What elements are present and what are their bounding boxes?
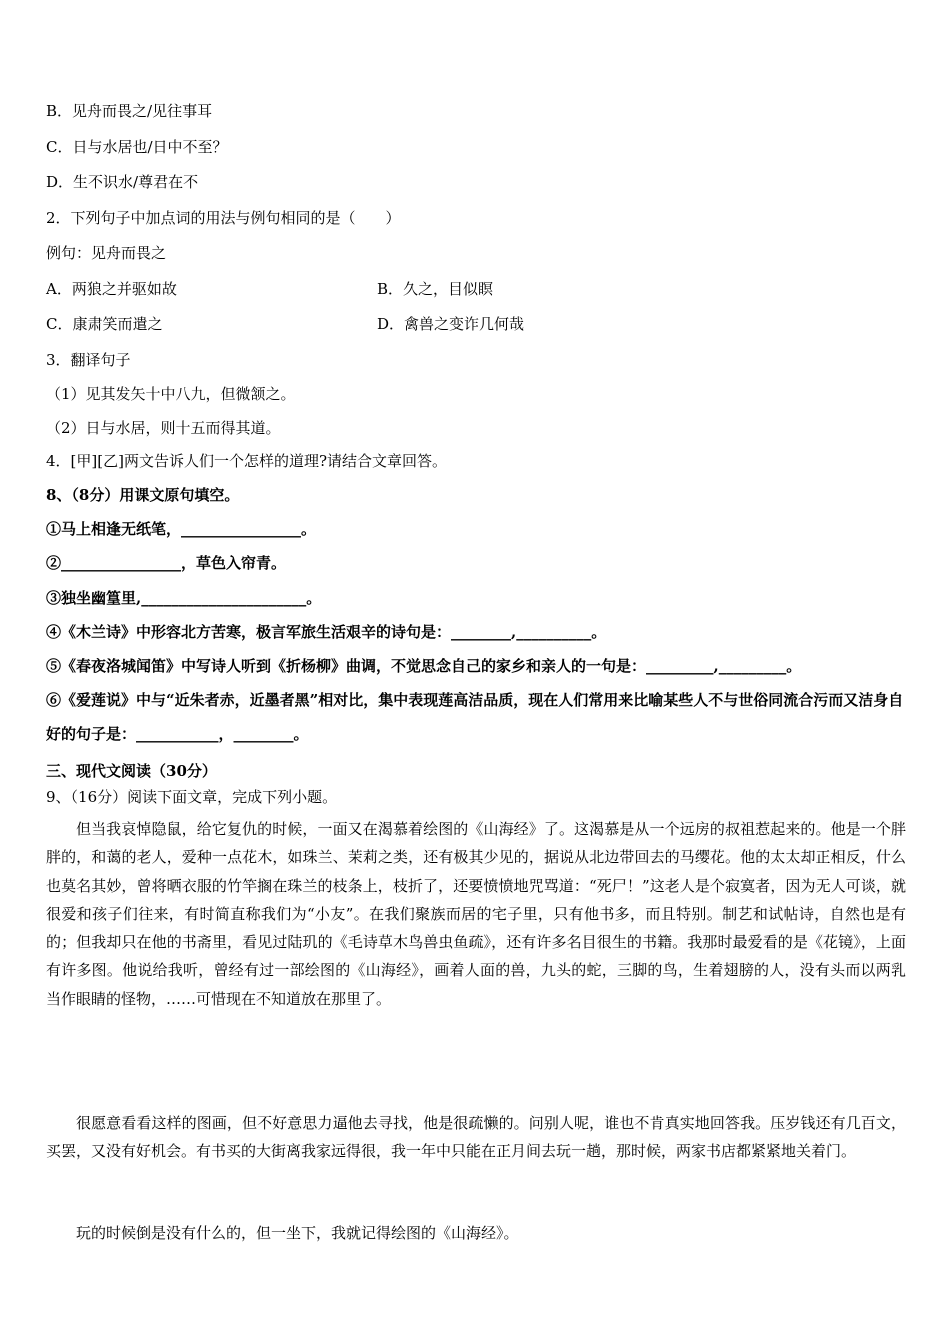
q3-stem: 3．翻译句子 (46, 351, 131, 369)
q8-stem: 8、（8分）用课文原句填空。 (46, 486, 240, 504)
q2-example: 例句：见舟而畏之 (46, 244, 167, 262)
q2-option-d: D．禽兽之变诈几何哉 (377, 315, 525, 333)
q2-option-b: B．久之，目似瞑 (377, 280, 494, 298)
reading-paragraph-1: 但当我哀悼隐鼠，给它复仇的时候，一面又在渴慕着绘图的《山海经》了。这渴慕是从一个远房的叔祖惹起来的。他是一个胖胖的，和蔼的老人，爱种一点花木，如珠兰、茉莉之类，还有极其少见的，据说从北边带回去的马缨花。他的太太却正相反，什么也莫名其妙，曾将晒衣服的竹竿搁在珠兰的枝条上，枝折了，还要愤愤地咒骂道：“死尸！”这老人是个寂寞者，因为无人可谈，就很爱和孩子们往来，有时简直称我们为“小友”。在我们聚族而居的宅子里，只有他书多，而且特别。制艺和试帖诗，自然也是有的；但我却只在他的书斋里，看见过陆玑的《毛诗草木鸟兽虫鱼疏》，还有许多名目很生的书籍。我那时最爱看的是《花镜》，上面有许多图。他说给我听，曾经有过一部绘图的《山海经》，画着人面的兽，九头的蛇，三脚的鸟，生着翅膀的人，没有头而以两乳当作眼睛的怪物，……可惜现在不知道放在那里了。 (46, 820, 906, 1008)
q1-option-b: B．见舟而畏之/见往事耳 (46, 102, 213, 120)
q8-line-1: ①马上相逢无纸笔，________________。 (46, 520, 317, 538)
reading-paragraph-2: 很愿意看看这样的图画，但不好意思力逼他去寻找，他是很疏懒的。问别人呢，谁也不肯真实地回答我。压岁钱还有几百文，买罢，又没有好机会。有书买的大街离我家远得很，我一年中只能在正月间去玩一趟，那时候，两家书店都紧紧地关着门。 (46, 1114, 906, 1161)
q1-option-c: C．日与水居也/日中不至？ (46, 138, 228, 156)
q8-line-4: ④《木兰诗》中形容北方苦寒，极言军旅生活艰辛的诗句是：________,__________。 (46, 623, 607, 641)
q2-stem: 2．下列句子中加点词的用法与例句相同的是（ ） (46, 209, 401, 227)
q2-option-a: A．两狼之并驱如故 (46, 280, 177, 298)
q1-option-d: D．生不识水/尊君在不 (46, 173, 199, 191)
q8-line-6: ⑥《爱莲说》中与“近朱者赤，近墨者黑”相对比，集中表现莲高洁品质，现在人们常用来比喻某些人不与世俗同流合污而又洁身自好的句子是：___________，________。 (46, 691, 904, 743)
q8-line-2: ②________________，草色入帘青。 (46, 554, 287, 572)
q9-stem: 9、（16分）阅读下面文章，完成下列小题。 (46, 788, 338, 806)
reading-paragraph-3: 玩的时候倒是没有什么的，但一坐下，我就记得绘图的《山海经》。 (76, 1224, 519, 1242)
section-3-heading: 三、现代文阅读（30分） (46, 762, 217, 780)
q4-stem: 4．[甲][乙]两文告诉人们一个怎样的道理?请结合文章回答。 (46, 452, 447, 470)
q8-line-3: ③独坐幽篁里,______________________。 (46, 589, 322, 607)
q3-sentence-1: （1）见其发矢十中八九，但微颔之。 (46, 385, 296, 403)
q2-option-c: C．康肃笑而遣之 (46, 315, 163, 333)
q8-line-5: ⑤《春夜洛城闻笛》中写诗人听到《折杨柳》曲调，不觉思念自己的家乡和亲人的一句是：_________,_________。 (46, 657, 802, 675)
q3-sentence-2: （2）日与水居，则十五而得其道。 (46, 419, 281, 437)
